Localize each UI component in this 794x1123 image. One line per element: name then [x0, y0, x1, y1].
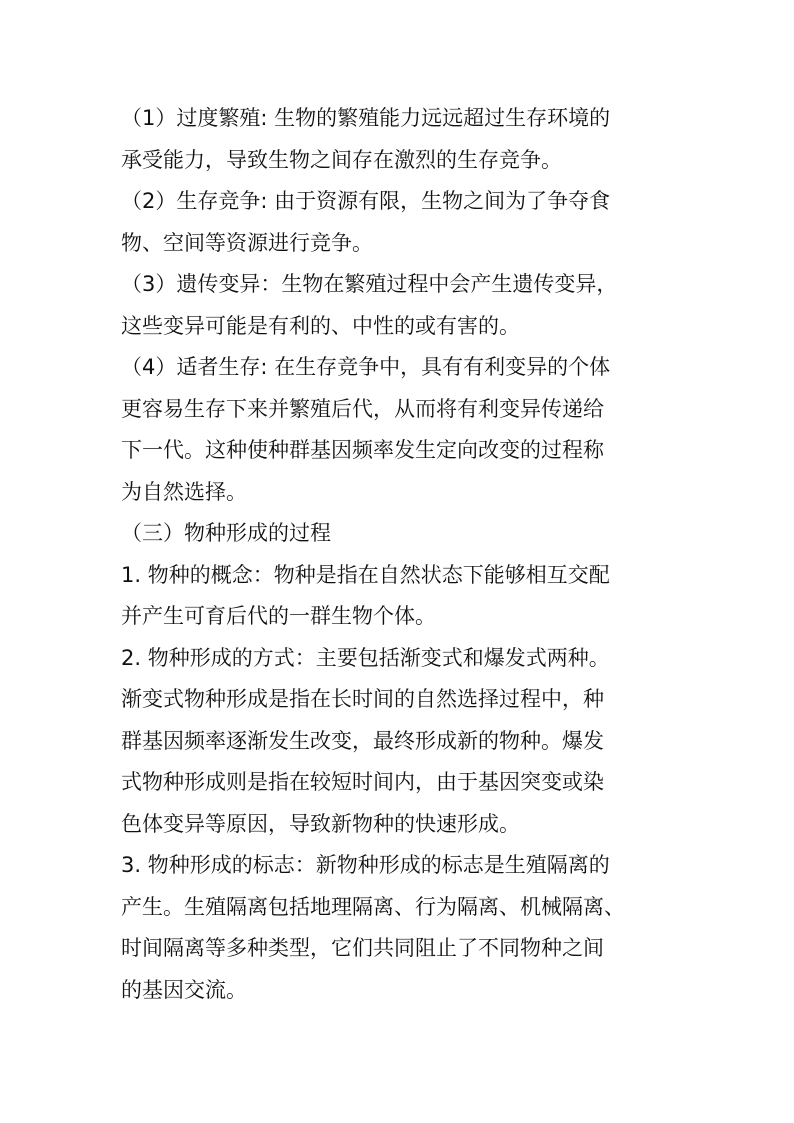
text-line: 群基因频率逐渐发生改变，最终形成新的物种。爆发 — [121, 728, 604, 753]
text-line: 承受能力，导致生物之间存在激烈的生存竞争。 — [121, 147, 562, 172]
document-body — [121, 98, 701, 1011]
text-line: 色体变异等原因，导致新物种的快速形成。 — [121, 811, 520, 836]
text-line: 的基因交流。 — [121, 977, 247, 1002]
text-line: 2. 物种形成的方式：主要包括渐变式和爆发式两种。 — [121, 645, 610, 670]
text-line: 下一代。这种使种群基因频率发生定向改变的过程称 — [121, 438, 604, 462]
text-line: 物、空间等资源进行竞争。 — [121, 230, 373, 255]
text-line: 时间隔离等多种类型，它们共同阻止了不同物种之间 — [121, 936, 604, 960]
text-line: 产生。生殖隔离包括地理隔离、行为隔离、机械隔离、 — [121, 894, 625, 919]
text-line: （4）适者生存: 在生存竞争中，具有有利变异的个体 — [121, 355, 611, 379]
text-line: 渐变式物种形成是指在长时间的自然选择过程中，种 — [121, 687, 604, 711]
text-line: （1）过度繁殖: 生物的繁殖能力远远超过生存环境的 — [121, 106, 611, 130]
text-line: 为自然选择。 — [121, 479, 247, 504]
text-line: （2）生存竞争: 由于资源有限，生物之间为了争夺食 — [121, 189, 611, 213]
text-line: 这些变异可能是有利的、中性的或有害的。 — [121, 313, 520, 338]
section-heading: （三）物种形成的过程 — [121, 521, 331, 545]
text-line: 并产生可育后代的一群生物个体。 — [121, 604, 436, 628]
text-line: （3）遗传变异：生物在繁殖过程中会产生遗传变异， — [121, 272, 618, 296]
text-line: 1. 物种的概念：物种是指在自然状态下能够相互交配 — [121, 562, 610, 587]
text-line: 3. 物种形成的标志：新物种形成的标志是生殖隔离的 — [121, 853, 610, 877]
text-line: 更容易生存下来并繁殖后代，从而将有利变异传递给 — [121, 396, 604, 421]
text-line: 式物种形成则是指在较短时间内，由于基因突变或染 — [121, 770, 604, 794]
